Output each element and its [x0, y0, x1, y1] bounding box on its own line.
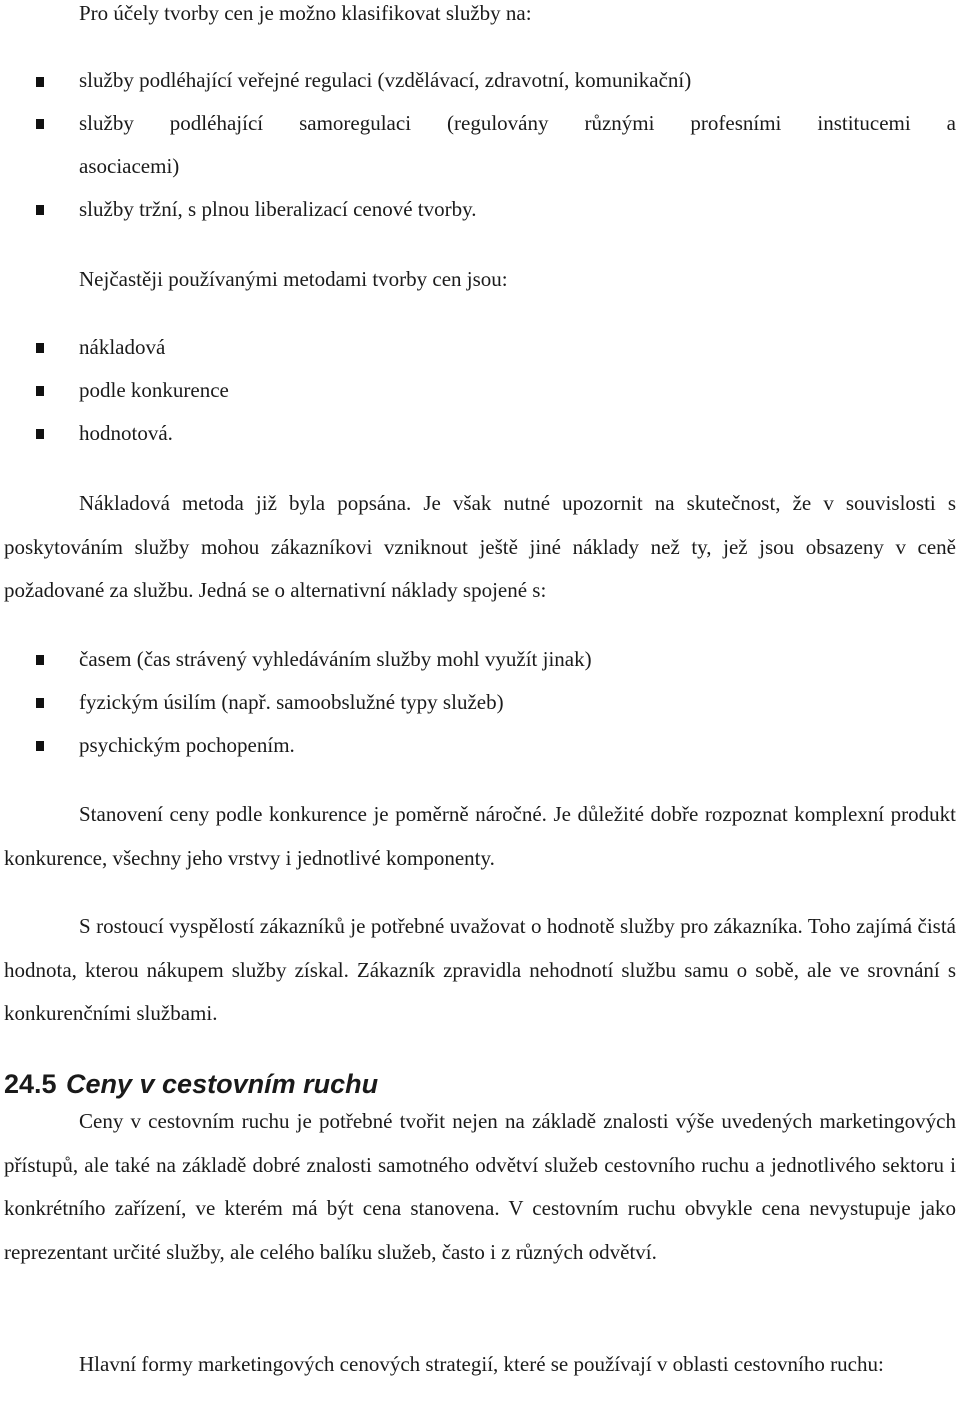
bullet-icon: [36, 205, 44, 215]
section-title: Ceny v cestovním ruchu: [66, 1069, 379, 1099]
bullet-icon: [36, 698, 44, 708]
bullet-icon: [36, 741, 44, 751]
paragraph: S rostoucí vyspělostí zákazníků je potřebné uvažovat o hodnotě služby pro zákazníka. Toho zajímá čistá hodnota, kterou nákupem služby získal. Zákazník zpravidla nehodnotí službu samu o sobě, ale ve srovnání s konkurenčními službami.: [4, 914, 956, 1025]
section-heading: [4, 1066, 378, 1102]
list-item: fyzickým úsilím (např. samoobslužné typy služeb): [79, 690, 504, 714]
list-item-continuation: asociacemi): [79, 154, 180, 178]
bullet-icon: [36, 77, 44, 87]
paragraph: Stanovení ceny podle konkurence je poměrně náročné. Je důležité dobře rozpoznat komplexní produkt konkurence, všechny jeho vrstvy i jednotlivé komponenty.: [4, 802, 956, 870]
paragraph: Ceny v cestovním ruchu je potřebné tvořit nejen na základě znalosti výše uvedených marketingových přístupů, ale také na základě dobré znalosti samotného odvětví služeb cestovního ruchu a jednotlivého sektoru i konkrétního zařízení, ve kterém má být cena stanovena. V cestovním ruchu obvykle cena nevystupuje jako reprezentant určité služby, ale celého balíku služeb, často i z různých odvětví.: [4, 1109, 956, 1264]
paragraph: Nákladová metoda již byla popsána. Je však nutné upozornit na skutečnost, že v souvislosti s poskytováním služby mohou zákazníkovi vzniknout ještě jiné náklady než ty, jež jsou obsazeny v ceně požadované za službu. Jedná se o alternativní náklady spojené s:: [4, 491, 956, 602]
list-item: nákladová: [79, 335, 166, 359]
bullet-icon: [36, 119, 44, 129]
list-item: psychickým pochopením.: [79, 733, 295, 757]
methods-intro-text: Nejčastěji používanými metodami tvorby cen jsou:: [79, 267, 508, 291]
list-item: služby podléhající veřejné regulaci (vzdělávací, zdravotní, komunikační): [79, 68, 692, 92]
bullet-icon: [36, 386, 44, 396]
bullet-icon: [36, 655, 44, 665]
list-item: služby podléhající samoregulaci (regulovány různými profesními institucemi a: [79, 111, 956, 135]
list-item: podle konkurence: [79, 378, 229, 402]
paragraph: Hlavní formy marketingových cenových strategií, které se používají v oblasti cestovního ruchu:: [79, 1352, 884, 1376]
bullet-icon: [36, 429, 44, 439]
list-item: hodnotová.: [79, 421, 173, 445]
list-item: časem (čas strávený vyhledáváním služby mohl využít jinak): [79, 647, 592, 671]
section-number: 24.5: [4, 1069, 57, 1099]
bullet-icon: [36, 343, 44, 353]
intro-text: Pro účely tvorby cen je možno klasifikovat služby na:: [79, 1, 532, 25]
list-item: služby tržní, s plnou liberalizací cenové tvorby.: [79, 197, 477, 221]
